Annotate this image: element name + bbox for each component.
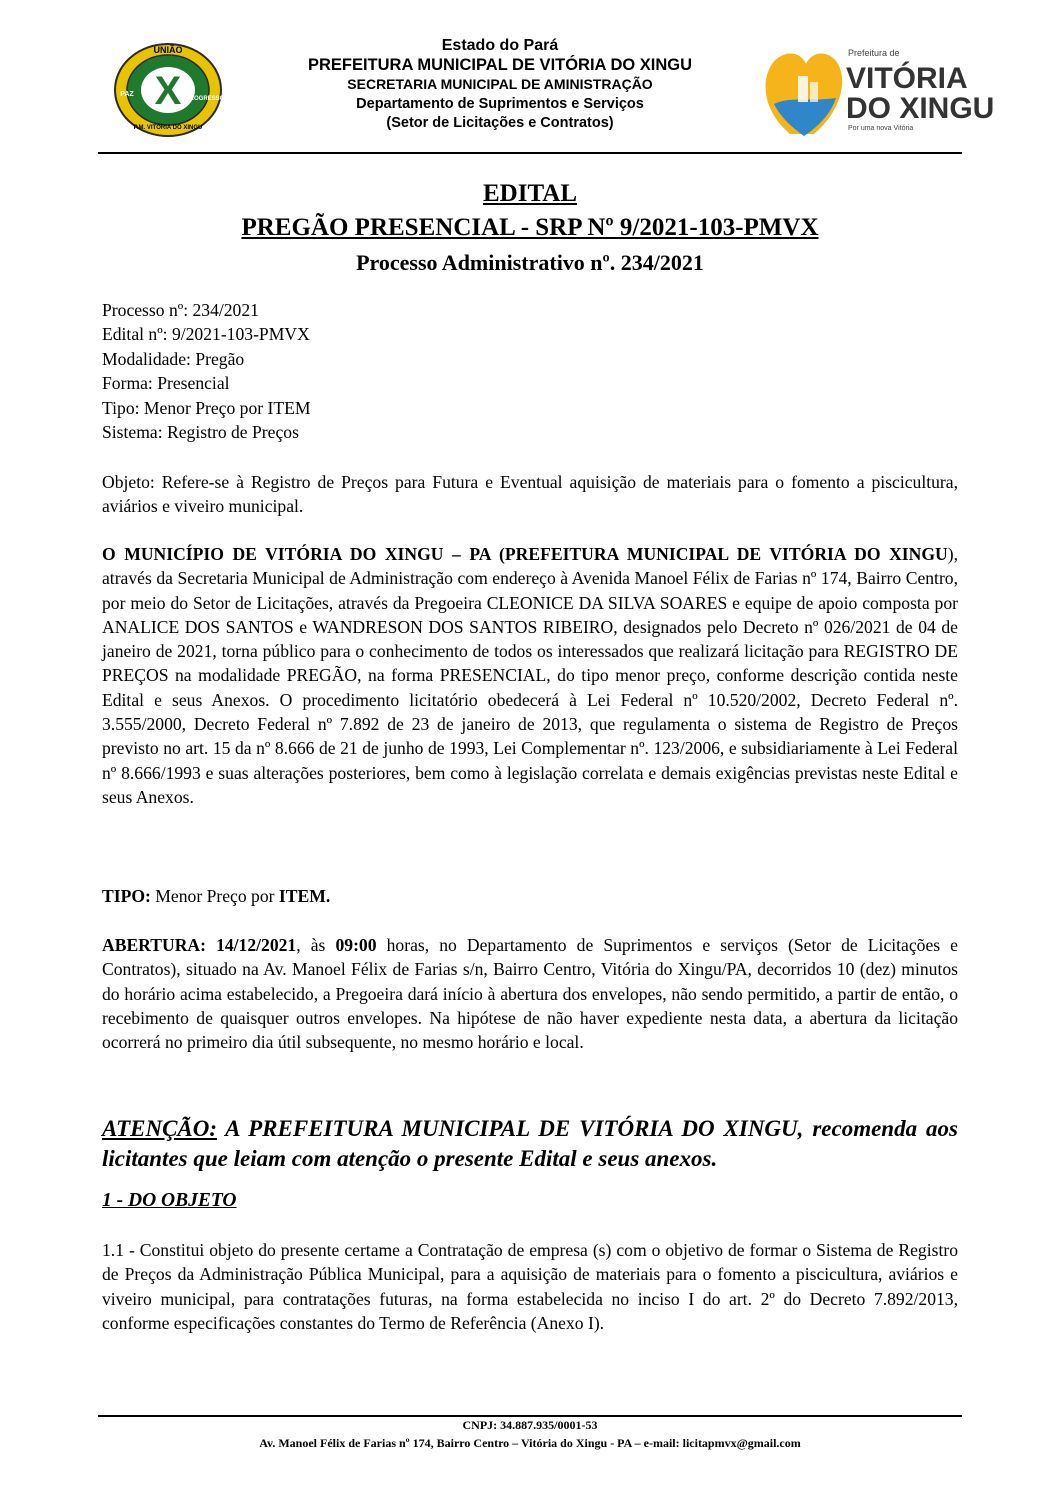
brand-name-line1: VITÓRIA — [846, 62, 968, 95]
preamble-paragraph — [102, 542, 958, 809]
meta-line: Sistema: Registro de Preços — [102, 422, 299, 443]
attention-notice — [102, 1114, 958, 1174]
abertura-date: 14/12/2021 — [205, 935, 297, 955]
preamble-text: ), através da Secretaria Municipal de Administração com endereço à Avenida Manoel Félix de Farias nº 174, Bairro Centro, por meio do Setor de Licitações, através da Pregoeira CLEONICE DA SILVA SOARES e equipe de apoio composta por ANALICE DOS SANTOS e WANDRESON DOS SANTOS RIBEIRO, designados pelo Decreto nº 026/2021 de 04 de janeiro de 2021, torna público para o conhecimento de todos os interessados que realizará licitação para REGISTRO DE PREÇOS na modalidade PREGÃO, na forma PRESENCIAL, do tipo menor preço, conforme descrição contida neste Edital e seus Anexos. O procedimento licitatório obedecerá à Lei Federal nº 10.520/2002, Decreto Federal nº. 3.555/2000, Decreto Federal nº 7.892 de 23 de janeiro de 2013, que regulamenta o sistema de Registro de Preços previsto no art. 15 da nº 8.666 de 21 de junho de 1993, Lei Complementar nº. 123/2006, e subsidiariamente à Lei Federal nº 8.666/1993 e suas alterações posteriores, bem como à legislação correlata e demais exigências previstas neste Edital e seus Anexos. — [102, 544, 958, 807]
document-title: EDITAL — [482, 180, 577, 207]
clause-1-1: 1.1 - Constitui objeto do presente certame a Contratação de empresa (s) com o objetivo de formar o Sistema de Registro de Preços da Administração Pública Municipal, para a aquisição de materiais para o fomento a piscicultura, aviários e viveiro municipal, para contratações futuras, na forma estabelecida no inciso I do art. 2º do Decreto 7.892/2013, conforme especificações constantes do Termo de Referência (Anexo I). — [102, 1240, 958, 1333]
meta-line: Forma: Presencial — [102, 373, 230, 394]
municipal-seal-logo — [112, 40, 224, 138]
abertura-time: 09:00 — [335, 935, 377, 955]
abertura-connector: , às — [296, 935, 336, 955]
footer-cnpj: CNPJ: 34.887.935/0001-53 — [462, 1418, 598, 1432]
footer-address: Av. Manoel Félix de Farias nº 174, Bairro Centro – Vitória do Xingu - PA – e-mail: licitapmvx@gmail.com — [259, 1436, 801, 1450]
brand-slogan: Por uma nova Vitória — [848, 125, 914, 132]
tipo-text: Menor Preço por — [150, 886, 279, 906]
brand-prefix: Prefeitura de — [848, 48, 900, 58]
seal-right-text: PROGRESSO — [185, 96, 225, 102]
brand-name-line2: DO XINGU — [846, 92, 995, 125]
seal-left-text: PAZ — [120, 91, 134, 98]
tipo-item: ITEM. — [278, 886, 331, 906]
abertura-text: horas, no Departamento de Suprimentos e serviços (Setor de Licitações e Contratos), situado na Av. Manoel Félix de Farias s/n, Bairro Centro, Vitória do Xingu/PA, decorridos 10 (dez) minutos do horário acima estabelecido, a Pregoeira dará início à abertura dos envelopes, não sendo permitido, a partir de então, o recebimento de quaisquer outros envelopes. Na hipótese de não haver expediente nesta data, a abertura da licitação ocorrerá no primeiro dia útil subsequente, no mesmo horário e local. — [102, 935, 958, 1053]
seal-top-text: UNIÃO — [153, 45, 183, 55]
meta-line: Processo nº: 234/2021 — [102, 300, 259, 320]
abertura-label: ABERTURA: — [102, 935, 206, 955]
municipality-name: O MUNICÍPIO DE VITÓRIA DO XINGU – PA (PREFEITURA MUNICIPAL DE VITÓRIA DO XINGU — [102, 544, 948, 564]
header-divider — [98, 152, 962, 154]
footer-divider — [98, 1415, 962, 1417]
seal-letter: X — [154, 69, 182, 113]
sector-name: (Setor de Licitações e Contratos) — [386, 115, 614, 131]
vitoria-do-xingu-brand-logo — [760, 42, 995, 142]
abertura-paragraph — [102, 933, 958, 1054]
tipo-paragraph — [102, 884, 958, 908]
meta-line: Edital nº: 9/2021-103-PMVX — [102, 324, 310, 345]
document-subtitle: PREGÃO PRESENCIAL - SRP Nº 9/2021-103-PMVX — [241, 214, 819, 241]
seal-bottom-text: P.M. VITÓRIA DO XINGU — [133, 125, 203, 131]
prefecture-name: PREFEITURA MUNICIPAL DE VITÓRIA DO XINGU — [307, 55, 693, 74]
letterhead-text — [240, 36, 760, 134]
tipo-label: TIPO: — [102, 886, 151, 906]
state-name: Estado do Pará — [441, 37, 559, 54]
attention-text: A PREFEITURA MUNICIPAL DE VITÓRIA DO XINGU, recomenda aos licitantes que leiam com atenção o presente Edital e seus anexos. — [102, 1116, 958, 1171]
objeto-paragraph: Objeto: Refere-se à Registro de Preços para Futura e Eventual aquisição de materiais para o fomento a piscicultura, aviários e viveiro municipal. — [102, 472, 958, 517]
edital-metadata — [102, 298, 958, 444]
meta-line: Modalidade: Pregão — [102, 348, 245, 369]
letterhead — [0, 0, 1059, 160]
section-heading-objeto: 1 - DO OBJETO — [102, 1190, 237, 1211]
process-number: Processo Administrativo nº. 234/2021 — [356, 250, 704, 275]
secretariat-name: SECRETARIA MUNICIPAL DE AMINISTRAÇÃO — [347, 76, 653, 92]
department-name: Departamento de Suprimentos e Serviços — [356, 95, 644, 112]
meta-line: Tipo: Menor Preço por ITEM — [102, 397, 311, 418]
attention-label: ATENÇÃO: — [102, 1116, 218, 1141]
